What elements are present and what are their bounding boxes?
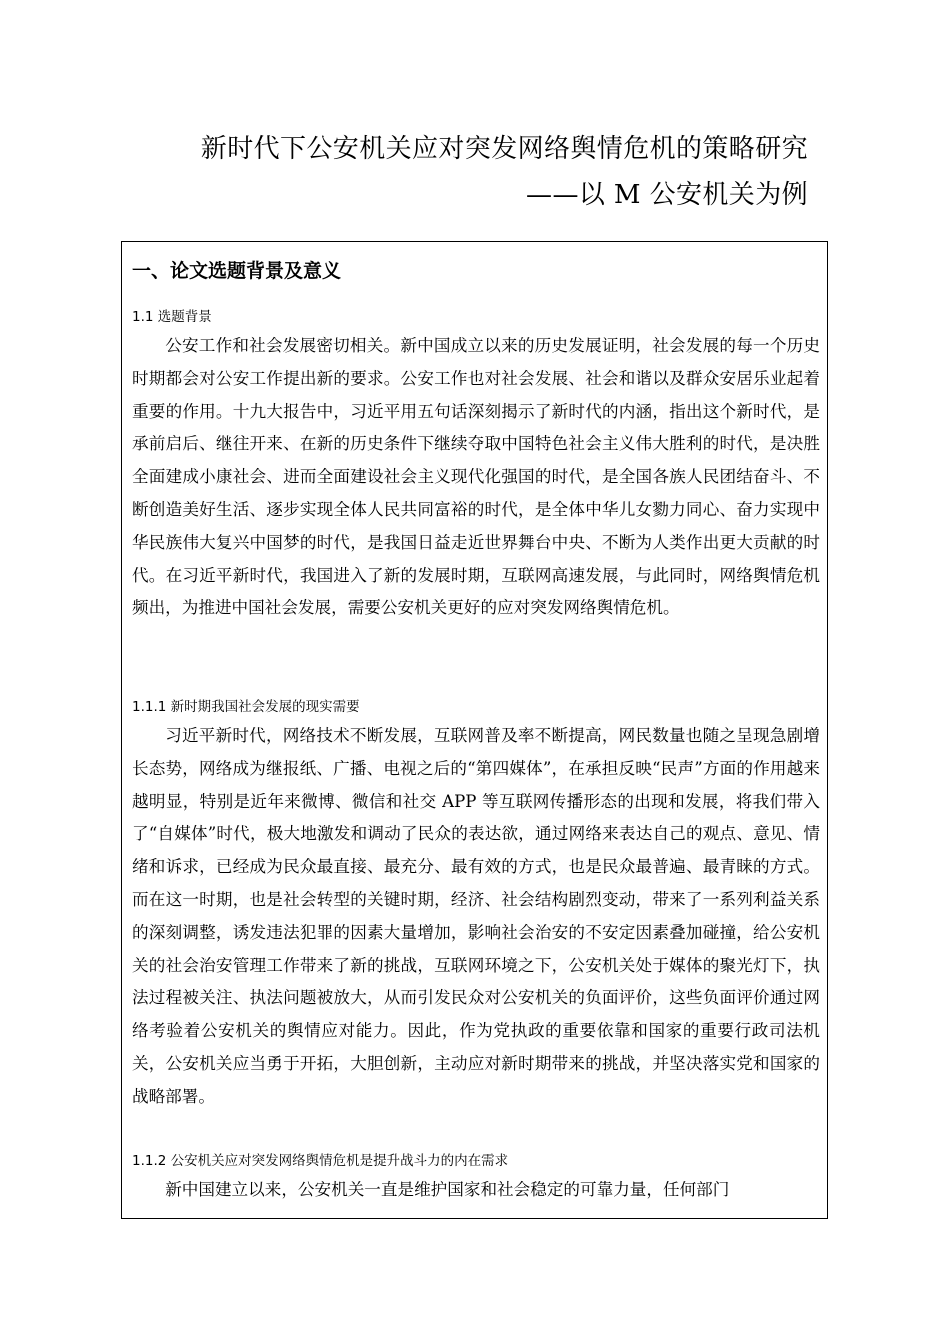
- paragraph-social-development: 习近平新时代，网络技术不断发展，互联网普及率不断提高，网民数量也随之呈现急剧增长态势，网络成为继报纸、广播、电视之后的“第四媒体”，在承担反映“民声”方面的作用越来越明显，特别是近年来微博、微信和社交 APP 等互联网传播形态的出现和发展，将我们带入了“自媒体”时代，极大地激发和调动了民众的表达欲，通过网络来表达自己的观点、意见、情绪和诉求，已经成为民众最直接、最充分、最有效的方式，也是民众最普遍、最青睐的方式。而在这一时期，也是社会转型的关键时期，经济、社会结构剧烈变动，带来了一系列利益关系的深刻调整，诱发违法犯罪的因素大量增加，影响社会治安的不安定因素叠加碰撞，给公安机关的社会治安管理工作带来了新的挑战，互联网环境之下，公安机关处于媒体的聚光灯下，执法过程被关注、执法问题被放大，从而引发民众对公安机关的负面评价，这些负面评价通过网络考验着公安机关的舆情应对能力。因此，作为党执政的重要依靠和国家的重要行政司法机关，公安机关应当勇于开拓，大胆创新，主动应对新时期带来的挑战，并坚决落实党和国家的战略部署。: [132, 726, 820, 1106]
- paragraph-police-capability: 新中国建立以来，公安机关一直是维护国家和社会稳定的可靠力量，任何部门: [165, 1180, 730, 1199]
- title-line-subtitle: ——以 M 公安机关为例: [526, 180, 808, 210]
- paragraph-background: 公安工作和社会发展密切相关。新中国成立以来的历史发展证明，社会发展的每一个历史时期都会对公安工作提出新的要求。公安工作也对社会发展、社会和谐以及群众安居乐业起着重要的作用。十九大报告中，习近平用五句话深刻揭示了新时代的内涵，指出这个新时代，是承前启后、继往开来、在新的历史条件下继续夺取中国特色社会主义伟大胜利的时代，是决胜全面建成小康社会、进而全面建设社会主义现代化强国的时代，是全国各族人民团结奋斗、不断创造美好生活、逐步实现全体人民共同富裕的时代，是全体中华儿女勠力同心、奋力实现中华民族伟大复兴中国梦的时代，是我国日益走近世界舞台中央、不断为人类作出更大贡献的时代。在习近平新时代，我国进入了新的发展时期，互联网高速发展，与此同时，网络舆情危机频出，为推进中国社会发展，需要公安机关更好的应对突发网络舆情危机。: [132, 336, 820, 618]
- document-title: [120, 126, 808, 218]
- content-frame: [121, 241, 828, 1219]
- subsection-heading-1-1-1: 1.1.1 新时期我国社会发展的现实需要: [132, 699, 360, 715]
- subsection-heading-1-1: 1.1 选题背景: [132, 309, 212, 325]
- section-heading: 一、论文选题背景及意义: [132, 260, 342, 282]
- subsection-heading-1-1-2: 1.1.2 公安机关应对突发网络舆情危机是提升战斗力的内在需求: [132, 1153, 509, 1169]
- title-line-main: 新时代下公安机关应对突发网络舆情危机的策略研究: [200, 134, 808, 164]
